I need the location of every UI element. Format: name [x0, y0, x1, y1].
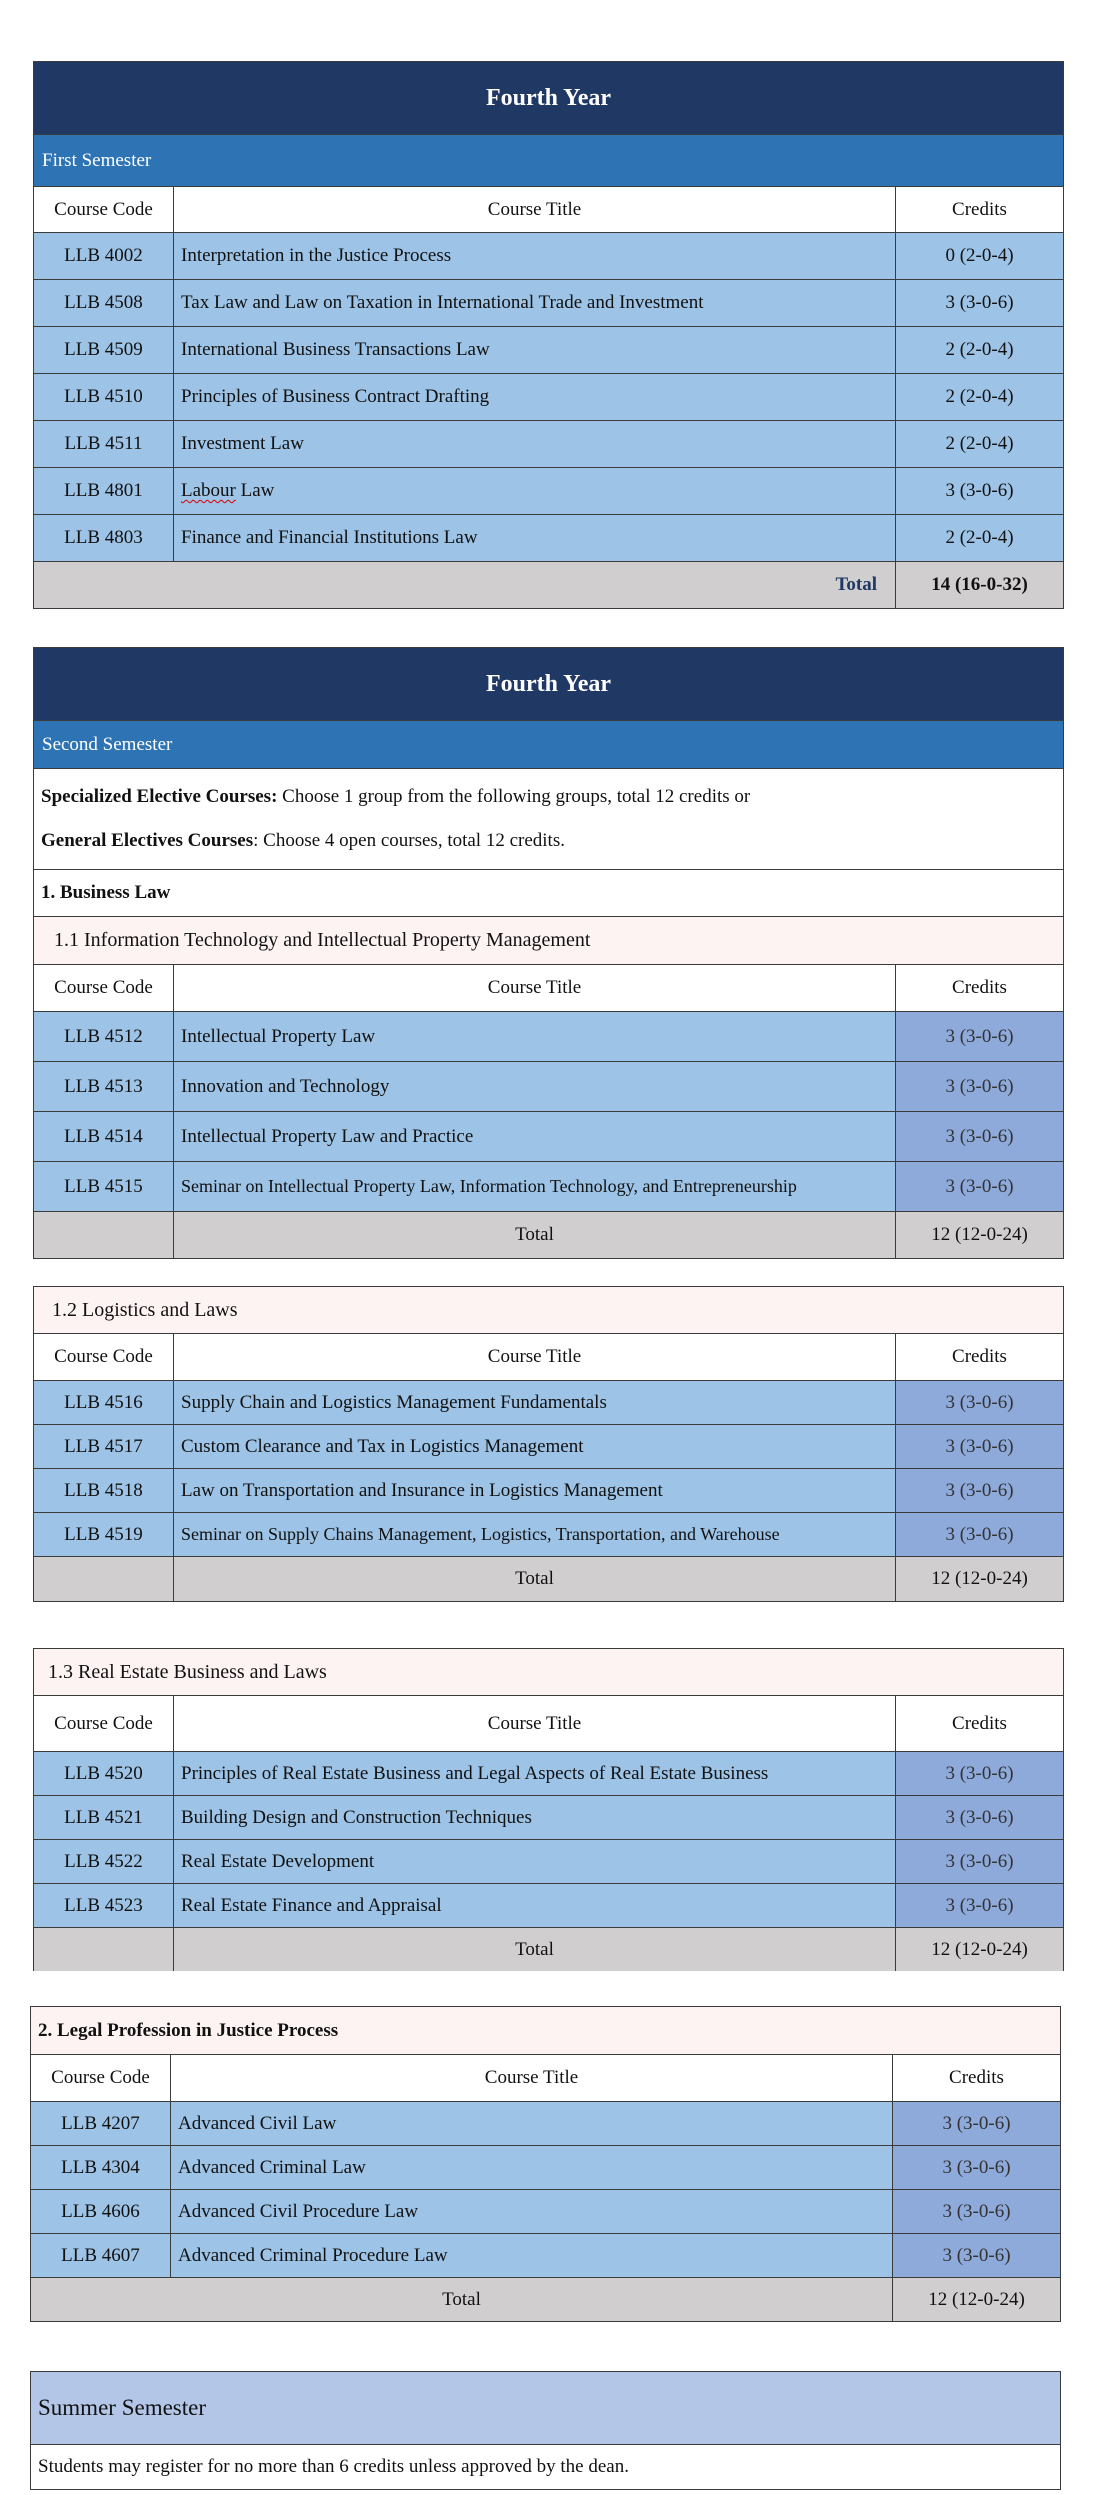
course-title-rest: Law: [235, 480, 275, 501]
course-code: LLB 4002: [34, 233, 174, 279]
spellcheck-word: Labour: [181, 480, 236, 501]
course-credits: 3 (3-0-6): [896, 1381, 1063, 1424]
course-credits: 2 (2-0-4): [945, 386, 1014, 407]
course-title: International Business Transactions Law: [174, 327, 896, 373]
course-title: Seminar on Supply Chains Management, Logistics, Transportation, and Warehouse: [174, 1513, 896, 1556]
course-credits: 3 (3-0-6): [896, 1840, 1063, 1883]
table-row: [34, 1752, 1063, 1796]
total-row: [31, 2278, 1060, 2321]
col-header-title: Course Title: [171, 2055, 893, 2101]
course-code: LLB 4523: [34, 1884, 174, 1927]
col-header-title: Course Title: [174, 965, 896, 1011]
group-title: 1. Business Law: [34, 870, 1063, 917]
course-code: LLB 4514: [34, 1112, 174, 1161]
total-label: Total: [174, 562, 896, 608]
logistics-table: [33, 1286, 1064, 1602]
subgroup-title: 1.1 Information Technology and Intellectual Property Management: [34, 917, 1063, 965]
course-credits: 3 (3-0-6): [896, 1425, 1063, 1468]
total-label: Total: [174, 1557, 896, 1601]
course-title: Advanced Criminal Law: [171, 2146, 893, 2189]
table-row: [34, 233, 1063, 280]
col-header-credits: Credits: [952, 198, 1007, 220]
course-code: LLB 4510: [34, 374, 174, 420]
table-row: [31, 2146, 1060, 2190]
course-code: LLB 4803: [34, 515, 174, 561]
total-credits: 14 (16-0-32): [931, 574, 1028, 595]
table-row: [34, 1513, 1063, 1557]
total-row: [34, 1928, 1063, 1971]
course-credits: 3 (3-0-6): [896, 1012, 1063, 1061]
table-row: [34, 468, 1063, 515]
course-code: LLB 4513: [34, 1062, 174, 1111]
table-row: [34, 1012, 1063, 1062]
column-header-row: [34, 187, 1063, 233]
elective-note: [34, 769, 1063, 870]
col-header-title: Course Title: [174, 1334, 896, 1380]
total-credits: 12 (12-0-24): [928, 2288, 1025, 2310]
course-code: LLB 4520: [34, 1752, 174, 1795]
course-title: Investment Law: [174, 421, 896, 467]
total-row: [34, 562, 1063, 608]
col-header-code: Course Code: [34, 1334, 174, 1380]
col-header-title: Course Title: [174, 1696, 896, 1751]
total-label: Total: [174, 1928, 896, 1971]
table-row: [34, 1840, 1063, 1884]
course-credits: 3 (3-0-6): [896, 1062, 1063, 1111]
elective-note-text: : Choose 4 open courses, total 12 credits.: [253, 830, 565, 851]
course-credits: 0 (2-0-4): [945, 245, 1014, 266]
column-header-row: [34, 1334, 1063, 1381]
table-row: [34, 421, 1063, 468]
course-code: LLB 4607: [31, 2234, 171, 2277]
real-estate-table: [33, 1648, 1064, 1971]
total-credits: 12 (12-0-24): [931, 1568, 1028, 1589]
course-code: LLB 4516: [34, 1381, 174, 1424]
elective-note-bold: General Electives Courses: [41, 830, 254, 851]
course-title: Advanced Criminal Procedure Law: [171, 2234, 893, 2277]
semester-header: First Semester: [34, 135, 1063, 187]
course-title: Intellectual Property Law and Practice: [174, 1112, 896, 1161]
course-title: Building Design and Construction Techniques: [174, 1796, 896, 1839]
col-header-credits: Credits: [952, 977, 1007, 998]
table-row: [34, 1112, 1063, 1162]
course-title: Tax Law and Law on Taxation in International Trade and Investment: [174, 280, 896, 326]
table-row: [34, 374, 1063, 421]
col-header-title: Course Title: [174, 187, 896, 232]
year-header: Fourth Year: [34, 62, 1063, 135]
course-title: Real Estate Finance and Appraisal: [174, 1884, 896, 1927]
elective-note-line-2: [41, 819, 1056, 863]
col-header-code: Course Code: [34, 1696, 174, 1751]
table-row: [31, 2102, 1060, 2146]
course-credits: 3 (3-0-6): [945, 480, 1014, 501]
total-credits: 12 (12-0-24): [931, 1938, 1028, 1960]
subgroup-title: 1.2 Logistics and Laws: [34, 1287, 1063, 1334]
column-header-row: [31, 2055, 1060, 2102]
course-code: LLB 4515: [34, 1162, 174, 1211]
table-row: [34, 1162, 1063, 1212]
course-credits: 3 (3-0-6): [896, 1884, 1063, 1927]
total-empty-cell: [34, 1928, 174, 1971]
col-header-credits: Credits: [952, 1712, 1007, 1734]
course-credits: 3 (3-0-6): [896, 1162, 1063, 1211]
legal-profession-table: [30, 2006, 1061, 2322]
course-credits: 3 (3-0-6): [896, 1796, 1063, 1839]
course-code: LLB 4509: [34, 327, 174, 373]
course-credits: 3 (3-0-6): [896, 1112, 1063, 1161]
total-empty-cell: [34, 562, 174, 608]
course-code: LLB 4519: [34, 1513, 174, 1556]
course-credits: 2 (2-0-4): [945, 433, 1014, 454]
course-code: LLB 4508: [34, 280, 174, 326]
total-empty-cell: [34, 1557, 174, 1601]
course-credits: 3 (3-0-6): [893, 2146, 1060, 2189]
course-title: Custom Clearance and Tax in Logistics Management: [174, 1425, 896, 1468]
course-credits: 3 (3-0-6): [893, 2102, 1060, 2145]
table-row: [31, 2234, 1060, 2278]
course-code: LLB 4207: [31, 2102, 171, 2145]
col-header-code: Course Code: [31, 2055, 171, 2101]
course-credits: 3 (3-0-6): [945, 292, 1014, 313]
total-credits: 12 (12-0-24): [931, 1224, 1028, 1245]
course-title: Principles of Real Estate Business and Legal Aspects of Real Estate Business: [174, 1752, 896, 1795]
course-title: Advanced Civil Procedure Law: [171, 2190, 893, 2233]
course-credits: 2 (2-0-4): [945, 527, 1014, 548]
course-title: Advanced Civil Law: [171, 2102, 893, 2145]
course-title: Intellectual Property Law: [174, 1012, 896, 1061]
first-semester-table: [33, 61, 1064, 609]
course-code: LLB 4522: [34, 1840, 174, 1883]
total-row: [34, 1557, 1063, 1601]
course-title: Innovation and Technology: [174, 1062, 896, 1111]
year-header: Fourth Year: [34, 648, 1063, 721]
table-row: [34, 1796, 1063, 1840]
course-title: Finance and Financial Institutions Law: [174, 515, 896, 561]
course-code: LLB 4801: [34, 468, 174, 514]
col-header-code: Course Code: [34, 965, 174, 1011]
col-header-credits: Credits: [952, 1346, 1007, 1367]
col-header-code: Course Code: [34, 187, 174, 232]
course-title: Supply Chain and Logistics Management Fundamentals: [174, 1381, 896, 1424]
course-code: LLB 4521: [34, 1796, 174, 1839]
table-row: [34, 1425, 1063, 1469]
course-title: Principles of Business Contract Drafting: [174, 374, 896, 420]
total-label: Total: [174, 1212, 896, 1258]
group-title: 2. Legal Profession in Justice Process: [31, 2007, 1060, 2055]
table-row: [34, 280, 1063, 327]
course-title: Law on Transportation and Insurance in Logistics Management: [174, 1469, 896, 1512]
course-code: LLB 4518: [34, 1469, 174, 1512]
table-row: [34, 327, 1063, 374]
col-header-credits: Credits: [949, 2067, 1004, 2088]
course-code: LLB 4304: [31, 2146, 171, 2189]
course-code: LLB 4606: [31, 2190, 171, 2233]
column-header-row: [34, 1696, 1063, 1752]
course-credits: 3 (3-0-6): [896, 1513, 1063, 1556]
course-title: [174, 468, 896, 514]
course-credits: 3 (3-0-6): [893, 2190, 1060, 2233]
summer-semester-table: [30, 2371, 1061, 2490]
course-title: Interpretation in the Justice Process: [174, 233, 896, 279]
summer-semester-header: Summer Semester: [31, 2372, 1060, 2445]
second-semester-table: [33, 647, 1064, 1259]
total-label: Total: [31, 2278, 893, 2321]
total-row: [34, 1212, 1063, 1258]
course-credits: 3 (3-0-6): [893, 2234, 1060, 2277]
semester-header: Second Semester: [34, 721, 1063, 769]
table-row: [34, 515, 1063, 562]
table-row: [34, 1884, 1063, 1928]
table-row: [34, 1381, 1063, 1425]
course-credits: 3 (3-0-6): [896, 1469, 1063, 1512]
elective-note-line-1: [41, 775, 1056, 819]
table-row: [34, 1469, 1063, 1513]
course-title: Real Estate Development: [174, 1840, 896, 1883]
total-empty-cell: [34, 1212, 174, 1258]
table-row: [31, 2190, 1060, 2234]
column-header-row: [34, 965, 1063, 1012]
summer-note: Students may register for no more than 6 credits unless approved by the dean.: [38, 2456, 629, 2477]
course-title: Seminar on Intellectual Property Law, Information Technology, and Entrepreneurship: [174, 1162, 896, 1211]
course-credits: 2 (2-0-4): [945, 339, 1014, 360]
elective-note-bold: Specialized Elective Courses:: [41, 786, 278, 807]
elective-note-text: Choose 1 group from the following groups, total 12 credits or: [277, 786, 751, 807]
table-row: [34, 1062, 1063, 1112]
subgroup-title: 1.3 Real Estate Business and Laws: [34, 1649, 1063, 1696]
course-code: LLB 4512: [34, 1012, 174, 1061]
course-code: LLB 4517: [34, 1425, 174, 1468]
course-credits: 3 (3-0-6): [896, 1752, 1063, 1795]
course-code: LLB 4511: [34, 421, 174, 467]
